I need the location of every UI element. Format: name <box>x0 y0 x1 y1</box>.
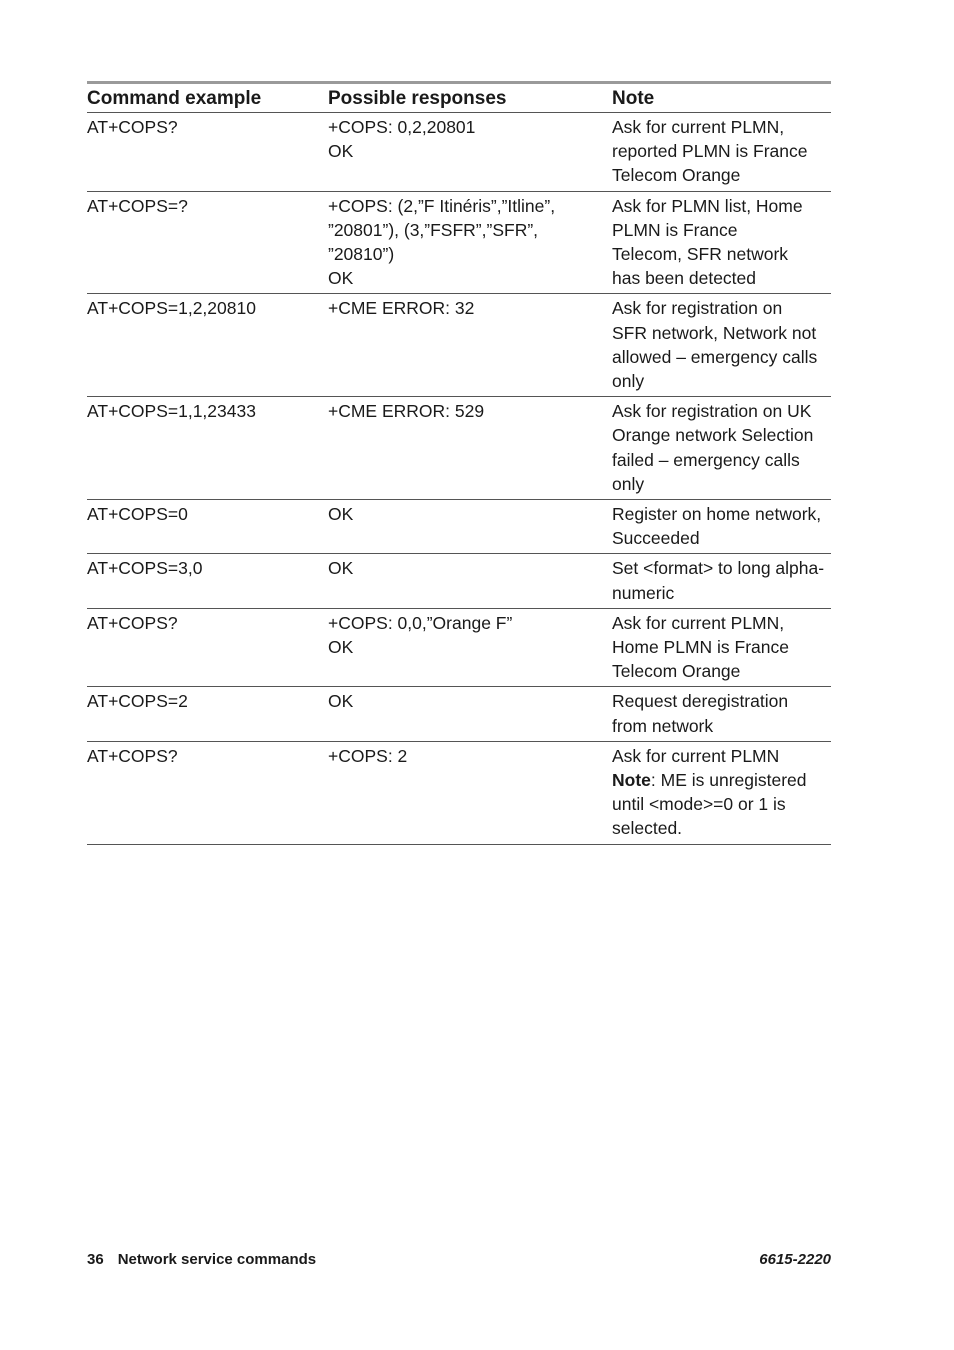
response-line: OK <box>328 268 354 289</box>
response-line: OK <box>328 637 354 658</box>
header-note: Note <box>612 88 655 109</box>
command-cell: AT+COPS=3,0 <box>87 558 203 579</box>
note-line: until <mode>=0 or 1 is <box>612 794 786 815</box>
note-cell <box>612 294 831 396</box>
response-line: OK <box>328 558 354 579</box>
responses-cell <box>328 609 612 687</box>
header-possible-responses: Possible responses <box>328 88 507 109</box>
note-line: reported PLMN is France <box>612 141 808 162</box>
table-row <box>87 192 831 295</box>
note-cell <box>612 192 831 294</box>
response-line: ”20801”), (3,”FSFR”,”SFR”, <box>328 219 539 240</box>
table-header-row <box>87 84 831 113</box>
note-line: from network <box>612 715 714 736</box>
note-line: Orange network Selection <box>612 425 814 446</box>
note-line <box>612 768 831 792</box>
note-line: Ask for current PLMN <box>612 745 780 766</box>
table-row <box>87 554 831 608</box>
note-line: only <box>612 473 645 494</box>
command-cell: AT+COPS=1,1,23433 <box>87 401 256 422</box>
response-line: +COPS: 0,0,”Orange F” <box>328 612 513 633</box>
response-line: +CME ERROR: 529 <box>328 401 485 422</box>
note-line: selected. <box>612 818 683 839</box>
note-cell <box>612 500 831 553</box>
note-label: Note <box>612 770 651 791</box>
note-line: Set <format> to long alpha- <box>612 558 825 579</box>
responses-cell <box>328 294 612 396</box>
note-cell <box>612 397 831 499</box>
at-cops-table <box>87 81 831 845</box>
note-line: Telecom Orange <box>612 661 741 682</box>
note-cell <box>612 609 831 687</box>
response-line: +COPS: 0,2,20801 <box>328 117 476 137</box>
response-line: OK <box>328 691 354 712</box>
section-title: Network service commands <box>117 1251 317 1268</box>
note-line: Ask for current PLMN, <box>612 117 785 137</box>
command-cell: AT+COPS? <box>87 117 178 137</box>
command-cell: AT+COPS=? <box>87 195 188 216</box>
responses-cell <box>328 192 612 294</box>
note-line: Ask for current PLMN, <box>612 612 785 633</box>
response-line: ”20810”) <box>328 244 395 265</box>
table-row <box>87 687 831 741</box>
page-number: 36 <box>87 1251 104 1268</box>
note-line: only <box>612 371 645 392</box>
note-cell <box>612 687 831 740</box>
response-line: OK <box>328 504 354 525</box>
response-line: +COPS: (2,”F Itinéris”,”Itline”, <box>328 195 556 216</box>
response-line: +COPS: 2 <box>328 745 408 766</box>
note-cell <box>612 113 831 191</box>
note-line: Register on home network, <box>612 504 822 525</box>
note-line: Home PLMN is France <box>612 637 789 658</box>
document-id: 6615-2220 <box>759 1251 831 1268</box>
response-line: +CME ERROR: 32 <box>328 298 475 319</box>
note-line: failed – emergency calls <box>612 449 800 470</box>
note-line: Ask for registration on UK <box>612 401 812 422</box>
note-line: Succeeded <box>612 528 700 549</box>
command-cell: AT+COPS=2 <box>87 691 188 712</box>
command-cell: AT+COPS=0 <box>87 504 188 525</box>
note-line: allowed – emergency calls <box>612 346 818 367</box>
table-row <box>87 397 831 500</box>
note-line: has been detected <box>612 268 757 289</box>
command-cell: AT+COPS? <box>87 745 178 766</box>
command-cell: AT+COPS=1,2,20810 <box>87 298 256 319</box>
note-line: numeric <box>612 582 675 603</box>
responses-cell <box>328 742 612 844</box>
responses-cell <box>328 397 612 499</box>
table-row <box>87 113 831 192</box>
note-text: : ME is unregistered <box>650 770 807 791</box>
header-command-example: Command example <box>87 88 262 109</box>
table-row <box>87 742 831 845</box>
note-cell <box>612 742 831 844</box>
note-cell <box>612 554 831 607</box>
note-line: Ask for PLMN list, Home <box>612 195 803 216</box>
response-line: OK <box>328 141 354 162</box>
responses-cell <box>328 113 612 191</box>
responses-cell <box>328 687 612 740</box>
command-cell: AT+COPS? <box>87 612 178 633</box>
note-line: SFR network, Network not <box>612 322 817 343</box>
note-line: Request deregistration <box>612 691 789 712</box>
table-row <box>87 500 831 554</box>
note-line: Telecom Orange <box>612 165 741 186</box>
responses-cell <box>328 500 612 553</box>
responses-cell <box>328 554 612 607</box>
note-line: PLMN is France <box>612 219 738 240</box>
note-line: Telecom, SFR network <box>612 244 789 265</box>
table-row <box>87 609 831 688</box>
note-line: Ask for registration on <box>612 298 783 319</box>
footer-left <box>87 1251 316 1268</box>
table-row <box>87 294 831 397</box>
